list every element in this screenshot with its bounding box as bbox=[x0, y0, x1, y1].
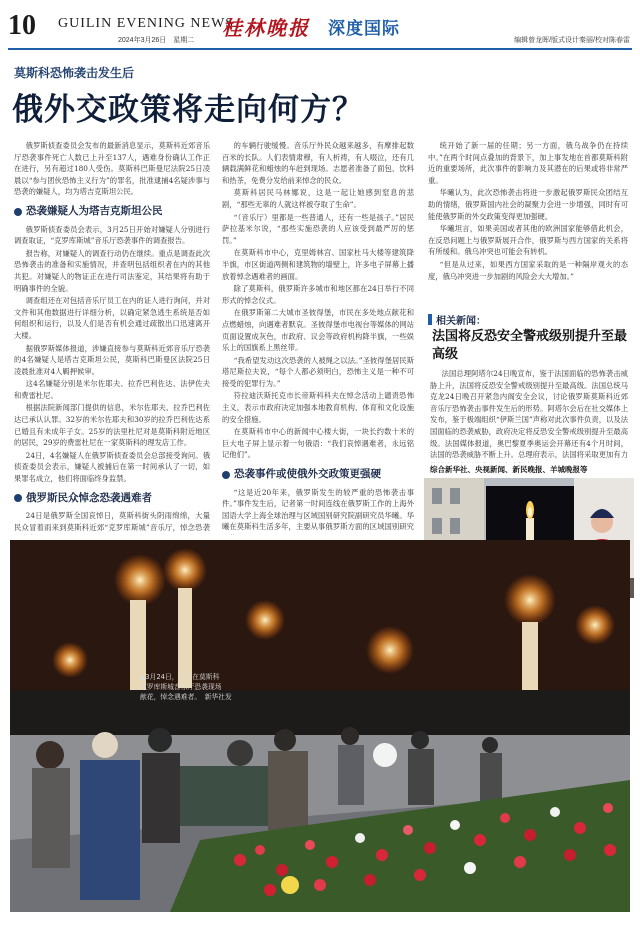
editor-credits: 编辑曾龙晖/版式设计秦丽/校对陈春雷 bbox=[514, 37, 630, 44]
article-column-1 bbox=[14, 140, 210, 535]
caption-line: ▲3月24日，人们在莫斯科 bbox=[140, 673, 220, 681]
page-number: 10 bbox=[8, 10, 36, 41]
paragraph: 俄罗斯侦查委员会表示，3月25日开始对嫌疑人分别进行调查取证，“克罗库斯城”音乐厅恐袭事件的调查报告。 bbox=[14, 224, 210, 246]
paragraph: 在莫斯科市中心，克里姆林宫、国家杜马大楼等建筑降半旗，市区街道两侧和建筑物的墙壁上，许多电子屏幕上播放着悼念遇难者的画面。 bbox=[222, 248, 414, 281]
paragraph: 的车辆行驶缓慢。音乐厅外民众越来越多，有摩排起数百米的长队。人们表情肃穆，有人析祷，有人啜泣，还有几辆载满鲜花和蜡烛的车赶到现场。志愿者准备了面包、饮料和热茶，免费分发给前来悼念的民众。 bbox=[222, 141, 414, 185]
paragraph: 莫斯科居民马林娜说，这是一起让她感到窒息的悲剧，“那些无辜的人就这样被夺取了生命”。 bbox=[222, 188, 414, 209]
subheading bbox=[14, 206, 210, 218]
paragraph: 华曦坦言，如果美国或者其他的欧洲国家能够借此机会，在反恐问题上与俄罗斯展开合作，俄罗斯与西方国家的关系将有所缓和。俄乌冲突也可能会有转机。 bbox=[428, 224, 628, 257]
paragraph: 法国总理阿塔尔24日晚宣布，鉴于法国面临的恐怖袭击威胁上升，法国将反恐安全警戒级别提升至最高级。法国总统马克龙24日晚召开紧急内阁安全会议，讨论俄罗斯莫斯科近郊音乐厅恐怖袭击事件发生后的形势。阿塔尔会后在社交媒体上发布，鉴于极端组织“伊斯兰国”声称对此次事件负责，以及法国面临的恐袭威胁，政府决定将反恐安全警戒级别提升至最高级。法国媒体报道，奥巴黎夏季奥运会开幕还有4个月时间，法国的恐袭威胁不断上升。总理府表示，法国将采取更加有力 bbox=[430, 369, 628, 460]
subheading bbox=[222, 469, 414, 481]
label-bar-icon bbox=[428, 314, 432, 325]
related-news-label bbox=[428, 312, 628, 327]
paragraph: “（音乐厅）里都是一些普通人，还有一些是孩子。”居民萨拉基米尔说，“那些实施恐袭的人应该受到最严厉的惩罚。” bbox=[222, 212, 414, 245]
bullet-icon bbox=[14, 494, 22, 502]
paragraph: 华曦认为，此次恐怖袭击将进一步激起俄罗斯民众团结互助的情绪，俄罗斯国内社会的凝聚力会进一步增强，同时有可能使俄罗斯的外交政策变得更加强硬。 bbox=[428, 188, 628, 221]
caption-line: 克罗库斯城音乐厅恐袭现场 bbox=[140, 683, 222, 691]
subheading-text: 恐袭事件或使俄外交政策更强硬 bbox=[234, 468, 381, 481]
bullet-icon bbox=[222, 471, 230, 479]
masthead-rule bbox=[8, 48, 632, 50]
paper-name: GUILIN EVENING NEWS bbox=[58, 16, 235, 31]
paragraph: 调查组还在对包括音乐厅员工在内的证人进行询问，并对文件和其他数据进行详细分析，以确定紧急逃生系统是否如何组织和运行，以及人们是否有机会通过疏散出口迅速离开大楼。 bbox=[14, 296, 210, 340]
lead-paragraph: 俄罗斯侦查委员会发布的最新消息显示，莫斯科近郊音乐厅恐袭事件死亡人数已上升至137人，遇难身份确认工作正在进行，另有超过180人受伤。莫斯科巴斯曼尼法院25日凌晨以“参与团伙恐怖主义行为”的罪名，批准逮捕4名疑涉事与恐袭的嫌疑人，均为塔吉克斯坦公民。 bbox=[14, 141, 210, 197]
related-news-body bbox=[430, 368, 628, 463]
paragraph: 报告称，对嫌疑人的调查行动仍在继续。重点是调查此次恐怖袭击的准备和实施情况，并查明包括组织者在内的其他共犯。对嫌疑人的物证正在进行司法鉴定，其结果将有助于明确事件的全貌。 bbox=[14, 248, 210, 293]
kicker: 莫斯科恐怖袭击发生后 bbox=[14, 66, 135, 80]
bullet-icon bbox=[14, 208, 22, 216]
newspaper-logo: 桂林晚报 bbox=[222, 16, 310, 40]
issue-date: 2024年3月26日 星期二 bbox=[118, 37, 195, 44]
paragraph: 24日，4名嫌疑人在俄罗斯侦查委员会总部接受询问。俄侦查委员会表示，嫌疑人被捕后在第一时间承认了一切，如果罪名成立，他们将面临终身监禁。 bbox=[14, 450, 210, 484]
paragraph: 统开始了新一届的任期；另一方面，俄乌战争仍在持续中。”在两个时间点叠加的背景下，加上事发地在首都莫斯科附近的重要场所，此次事件的影响力及其潜在的后果或将非常严重。 bbox=[428, 141, 628, 185]
paragraph: 除了莫斯科，俄罗斯许多城市和地区都在24日举行不同形式的悼念仪式。 bbox=[222, 284, 414, 305]
paragraph: 据俄罗斯媒体报道，涉嫌直接参与莫斯科近郊音乐厅恐袭的4名嫌疑人是塔吉克斯坦公民，莫斯科巴斯曼区法院25日凌晨批准对4人羁押候审。 bbox=[14, 343, 210, 376]
paragraph: 符拉迪沃斯托克市长帝斯科科夫在悼念活动上谴责恐怖主义，表示市政府决定加强本地教育机构、体育和文化设施的安全措施。 bbox=[222, 391, 414, 424]
paragraph: “我希望发动这次恐袭的人被绳之以法。”圣彼得堡居民斯塔尼斯拉夫说，“每个人都必须明白，恐怖主义是一种不可接受的犯罪行为。” bbox=[222, 355, 414, 388]
paragraph: 24日是俄罗斯全国哀悼日，莫斯科街头阴雨绵绵，大量民众冒着雨来到莫斯科近郊“克罗库斯城”音乐厅，悼念恐袭 bbox=[14, 511, 210, 532]
subheading-text: 恐袭嫌疑人为塔吉克斯坦公民 bbox=[26, 204, 163, 217]
related-label-text: 相关新闻： bbox=[436, 316, 486, 327]
paragraph: 这4名嫌疑分别是米尔佐耶夫、拉乔巴利佐达、法伊佐夫和费雷杜尼。 bbox=[14, 379, 210, 400]
paragraph: “这是近20年来，俄罗斯发生的较严重的恐怖袭击事件。”事件发生后，记者第一时间连线在俄罗斯工作的上海外国语大学上海全球治理与区域国别研究院副研究员华曦。华曦在莫斯科生活多年，主要从事俄罗斯方面的区域国别研究 bbox=[222, 487, 414, 532]
photo-caption-main bbox=[140, 672, 260, 702]
memorial-scene-illustration bbox=[10, 540, 630, 912]
article-column-2 bbox=[222, 140, 414, 535]
related-news-source: 综合新华社、央视新闻、新民晚报、羊城晚报等 bbox=[430, 465, 588, 474]
subheading bbox=[14, 493, 210, 505]
headline: 俄外交政策将走向何方？ bbox=[12, 92, 364, 128]
subheading-text: 俄罗斯民众悼念恐袭遇难者 bbox=[26, 491, 152, 504]
masthead bbox=[0, 0, 640, 48]
paragraph: 在俄罗斯第二大城市圣彼得堡，市民在多处地点献花和点燃蜡烛，向遇难者默哀。圣彼得堡市电视台等媒体的网站页面设置成灰色，市政府、议会等政府机构降半旗，一些娱乐上的国旗系上黑丝带。 bbox=[222, 308, 414, 353]
caption-line: 献花，悼念遇难者。 新华社发 bbox=[140, 693, 232, 701]
paragraph: 根据法院新闻部门提供的信息，米尔佐耶夫、拉乔巴利佐达已承认认罪。32岁的米尔佐耶夫和30岁的拉乔巴利佐达系已婚且有未成年子女。25岁的法里杜尼对是莫斯科附近地区的居民，29岁的费雷杜尼在一家莫斯科的理发店工作。 bbox=[14, 403, 210, 448]
paragraph: “但是从过来，如果西方国家采取的是一种隔岸观火的态度，俄乌冲突进一步加剧的风险会大大增加。” bbox=[428, 259, 628, 281]
related-news-title: 法国将反恐安全警戒级别提升至最高级 bbox=[432, 329, 628, 362]
article-column-3 bbox=[428, 140, 628, 330]
paragraph: 在莫斯科市中心的新闻中心楼大街，一块长约数十米的巨大电子屏上显示着一句俄语：“我们哀悼遇难者，永远铭记他们”。 bbox=[222, 427, 414, 460]
photo-memorial-flowers bbox=[10, 540, 630, 912]
section-title: 深度国际 bbox=[328, 19, 400, 39]
